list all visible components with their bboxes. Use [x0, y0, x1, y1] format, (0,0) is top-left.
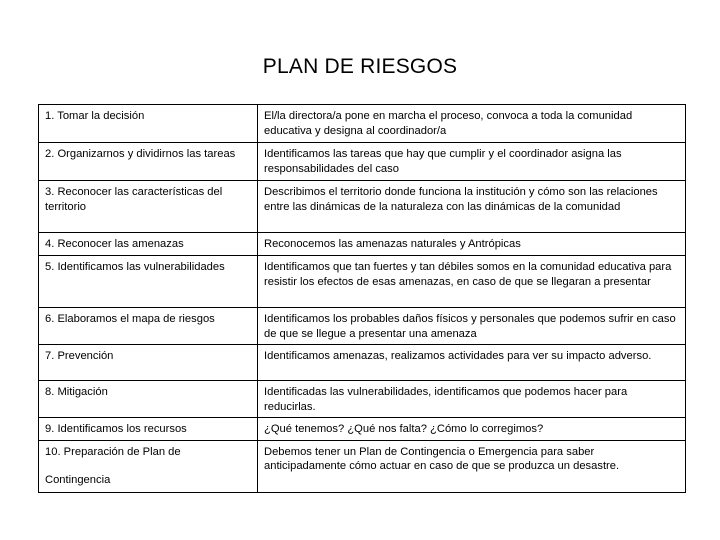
step-cell: 7. Prevención	[39, 345, 258, 381]
table-row	[39, 381, 686, 418]
step-text: 10. Preparación de Plan de	[45, 445, 181, 458]
step-cell: 3. Reconocer las características del territorio	[39, 181, 258, 233]
table-row	[39, 440, 686, 492]
table-row	[39, 105, 686, 143]
table-row	[39, 256, 686, 308]
table-row	[39, 143, 686, 181]
description-cell: Identificamos amenazas, realizamos actividades para ver su impacto adverso.	[258, 345, 686, 381]
step-cell: 5. Identificamos las vulnerabilidades	[39, 256, 258, 308]
step-cell: 8. Mitigación	[39, 381, 258, 418]
line-spacer	[45, 459, 251, 473]
table-row	[39, 418, 686, 441]
description-cell: Debemos tener un Plan de Contingencia o Emergencia para saber anticipadamente cómo actuar en caso de que se produzca un desastre.	[258, 440, 686, 492]
step-text-continued: Contingencia	[45, 474, 111, 486]
step-cell: 9. Identificamos los recursos	[39, 418, 258, 441]
risk-plan-table	[38, 104, 686, 493]
description-cell: Reconocemos las amenazas naturales y Antrópicas	[258, 233, 686, 256]
step-cell: 2. Organizarnos y dividirnos las tareas	[39, 143, 258, 181]
table-row	[39, 181, 686, 233]
step-cell: 6. Elaboramos el mapa de riesgos	[39, 308, 258, 345]
description-cell: Describimos el territorio donde funciona la institución y cómo son las relaciones entre las dinámicas de la naturaleza con las dinámicas de la comunidad	[258, 181, 686, 233]
description-cell: Identificamos los probables daños físicos y personales que podemos sufrir en caso de que se llegue a presentar una amenaza	[258, 308, 686, 345]
step-cell	[39, 440, 258, 492]
description-cell: Identificamos las tareas que hay que cumplir y el coordinador asigna las responsabilidades del caso	[258, 143, 686, 181]
description-cell: El/la directora/a pone en marcha el proceso, convoca a toda la comunidad educativa y designa al coordinador/a	[258, 105, 686, 143]
step-cell: 1. Tomar la decisión	[39, 105, 258, 143]
description-cell: Identificamos que tan fuertes y tan débiles somos en la comunidad educativa para resistir los efectos de esas amenazas, en caso de que se llegaran a presentar	[258, 256, 686, 308]
step-cell: 4. Reconocer las amenazas	[39, 233, 258, 256]
description-cell: ¿Qué tenemos? ¿Qué nos falta? ¿Cómo lo corregimos?	[258, 418, 686, 441]
table-row	[39, 308, 686, 345]
table-row	[39, 233, 686, 256]
page-title: PLAN DE RIESGOS	[262, 55, 458, 78]
description-cell: Identificadas las vulnerabilidades, identificamos que podemos hacer para reducirlas.	[258, 381, 686, 418]
table-row	[39, 345, 686, 381]
